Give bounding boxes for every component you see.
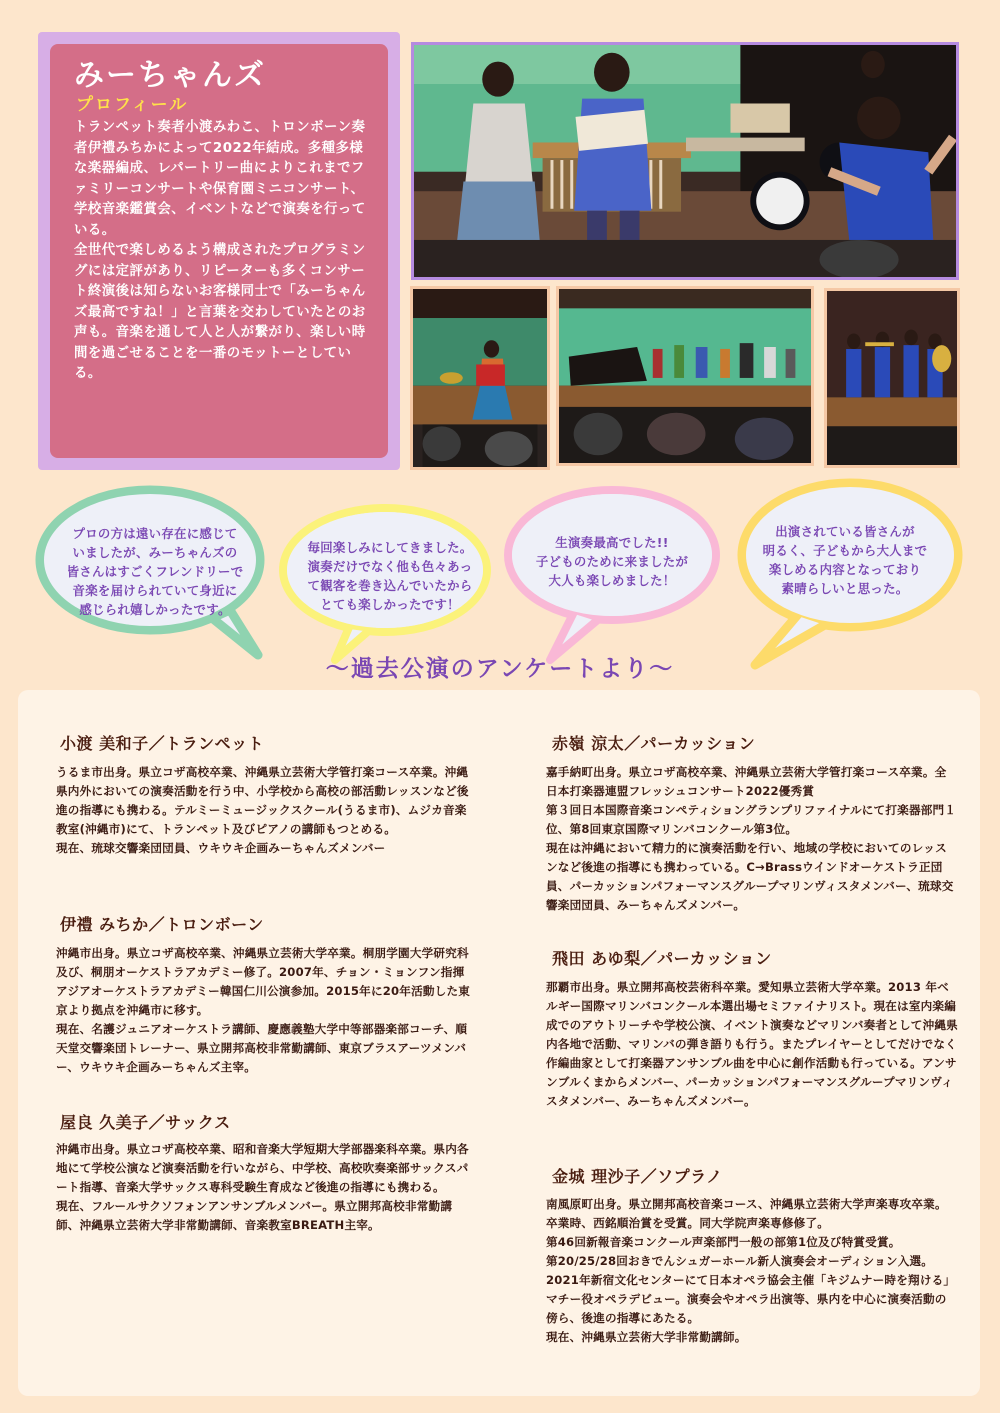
bio-paragraph: 現在、琉球交響楽団団員、ウキウキ企画みーちゃんズメンバー <box>56 841 386 855</box>
bio-paragraph: 沖縄市出身。県立コザ高校卒業、昭和音楽大学短期大学部器楽科卒業。県内各地にて学校公演など演奏活動を行いながら、中学校、高校吹奏楽部サックスパート指導、音楽大学サックス専科受験生育成など後進の指導にも携わる。 <box>56 1142 469 1194</box>
member-name: 伊禮 みちか／トロンボーン <box>60 915 264 934</box>
performance-photo-main <box>411 42 959 280</box>
profile-paragraph: 全世代で楽しめるよう構成されたプログラミングには定評があり、リピーターも多くコンサート終演後は知らないお客様同士で「みーちゃんズ最高ですね！」と言葉を交わしていたとのお声も。音楽を通して人と人が繋がり、楽しい時間を過ごせることを一番のモットーとしている。 <box>74 243 366 381</box>
bio-paragraph: 現在、フルールサクソフォンアンサンブルメンバー。県立開邦高校非常勤講師、沖縄県立芸術大学非常勤講師、音楽教室BREATH主宰。 <box>56 1199 453 1232</box>
bio-paragraph: 南風原町出身。県立開邦高校音楽コース、沖縄県立芸術大学声楽専攻卒業。卒業時、西銘順治賞を受賞。同大学院声楽専修修了。 <box>546 1197 947 1230</box>
performance-photo-brass <box>824 288 960 468</box>
member-bio <box>546 978 958 1111</box>
member-name: 金城 理沙子／ソプラノ <box>552 1167 723 1186</box>
group-name-title: みーちゃんズ <box>74 58 266 93</box>
bio-paragraph: 嘉手納町出身。県立コザ高校卒業、沖縄県立芸術大学管打楽コース卒業。全日本打楽器連盟フレッシュコンサート2022優秀賞 <box>546 765 947 798</box>
member-bio <box>56 1140 474 1235</box>
member-bio <box>56 944 474 1077</box>
profile-description <box>74 118 370 385</box>
profile-subtitle: プロフィール <box>76 95 189 115</box>
survey-comment-4: 出演されている皆さんが 明るく、子どもから大人まで 楽しめる内容となっており 素晴らしいと思った。 <box>762 524 928 596</box>
member-bio <box>546 763 958 915</box>
performance-photo-stage <box>556 286 814 466</box>
member-name: 赤嶺 涼太／パーカッション <box>552 734 756 753</box>
bio-paragraph: 第20/25/28回おきでんシュガーホール新人演奏会オーディション入選。2021年新宿文化センターにて日本オペラ協会主催「キジムナー時を翔ける」マチー役オペラデビュー。演奏会やオペラ出演等、県内を中心に演奏活動の傍ら、後進の指導にあたる。 <box>546 1254 956 1325</box>
survey-comment-3: 生演奏最高でした!! 子どものために来ましたが 大人も楽しめました！ <box>535 535 689 588</box>
member-name: 小渡 美和子／トランペット <box>60 734 265 753</box>
member-name: 飛田 あゆ梨／パーカッション <box>552 949 772 968</box>
bio-paragraph: うるま市出身。県立コザ高校卒業、沖縄県立芸術大学管打楽コース卒業。沖縄県内外においての演奏活動を行う中、小学校から高校の部活動レッスンなど後進の指導にも携わる。テルミーミュージックスクール(うるま市)、ムジカ音楽教室(沖縄市)にて、トランペット及びピアノの講師もつとめる。 <box>56 765 469 836</box>
profile-paragraph: トランペット奏者小渡みわこ、トロンボーン奏者伊禮みちかによって2022年結成。多種多様な楽器編成、レパートリー曲によりこれまでファミリーコンサートや保育園ミニコンサート、学校音楽鑑賞会、イベントなどで演奏を行っている。 <box>74 120 366 238</box>
survey-heading: 〜過去公演のアンケートより〜 <box>325 656 675 682</box>
performance-photo-accordion <box>410 286 550 470</box>
bio-paragraph: 第３回日本国際音楽コンペティショングランプリファイナルにて打楽器部門１位、第8回東京国際マリンバコンクール第3位。 <box>546 803 957 836</box>
bio-paragraph: 現在は沖縄において精力的に演奏活動を行い、地域の学校においてのレッスンなど後進の指導にも携わっている。C→Brassウインドオーケストラ正団員、パーカッションパフォーマンスグループマリンヴィスタメンバー、琉球交響楽団団員、みーちゃんズメンバー。 <box>546 841 954 912</box>
survey-comment-1: プロの方は遠い存在に感じて いましたが、みーちゃんズの 皆さんはすごくフレンドリーで 音楽を届けられていて身近に 感じられ嬉しかったです。 <box>66 526 244 617</box>
survey-comment-2: 毎回楽しみにしてきました。 演奏だけでなく他も色々あっ て観客を巻き込んでいたから とても楽しかったです！ <box>307 540 473 612</box>
bio-paragraph: 現在、名護ジュニアオーケストラ講師、慶應義塾大学中等部器楽部コーチ、順天堂交響楽団トレーナー、県立開邦高校非常勤講師、東京ブラスアーツメンバー、ウキウキ企画みーちゃんズ主宰。 <box>56 1022 468 1074</box>
bio-paragraph: 現在、沖縄県立芸術大学非常勤講師。 <box>546 1330 747 1344</box>
bio-paragraph: 那覇市出身。県立開邦高校芸術科卒業。愛知県立芸術大学卒業。2013 年ベルギー国際マリンバコンクール本選出場セミファイナリスト。現在は室内楽編成でのアウトリーチや学校公演、イベント演奏などマリンバ奏者として沖縄県内各地で活動、マリンバの弾き語りも行う。またプレイヤーとしてだけでなく作編曲家として打楽器アンサンブル曲を中心に創作活動も行っている。アンサンブルくまからメンバー、パーカッションパフォーマンスグループマリンヴィスタメンバー、みーちゃんズメンバー。 <box>546 980 958 1108</box>
bio-paragraph: 沖縄市出身。県立コザ高校卒業、沖縄県立芸術大学卒業。桐朋学園大学研究科及び、桐朋オーケストラアカデミー修了。2007年、チョン・ミョンフン指揮アジアオーケストラアカデミー韓国仁川公演参加。2015年に20年活動した東京より拠点を沖縄市に移す。 <box>56 946 471 1017</box>
member-bio <box>56 763 474 858</box>
member-name: 屋良 久美子／サックス <box>60 1113 231 1132</box>
member-bio <box>546 1195 958 1347</box>
bio-paragraph: 第46回新報音楽コンクール声楽部門一般の部第1位及び特賞受賞。 <box>546 1235 901 1249</box>
